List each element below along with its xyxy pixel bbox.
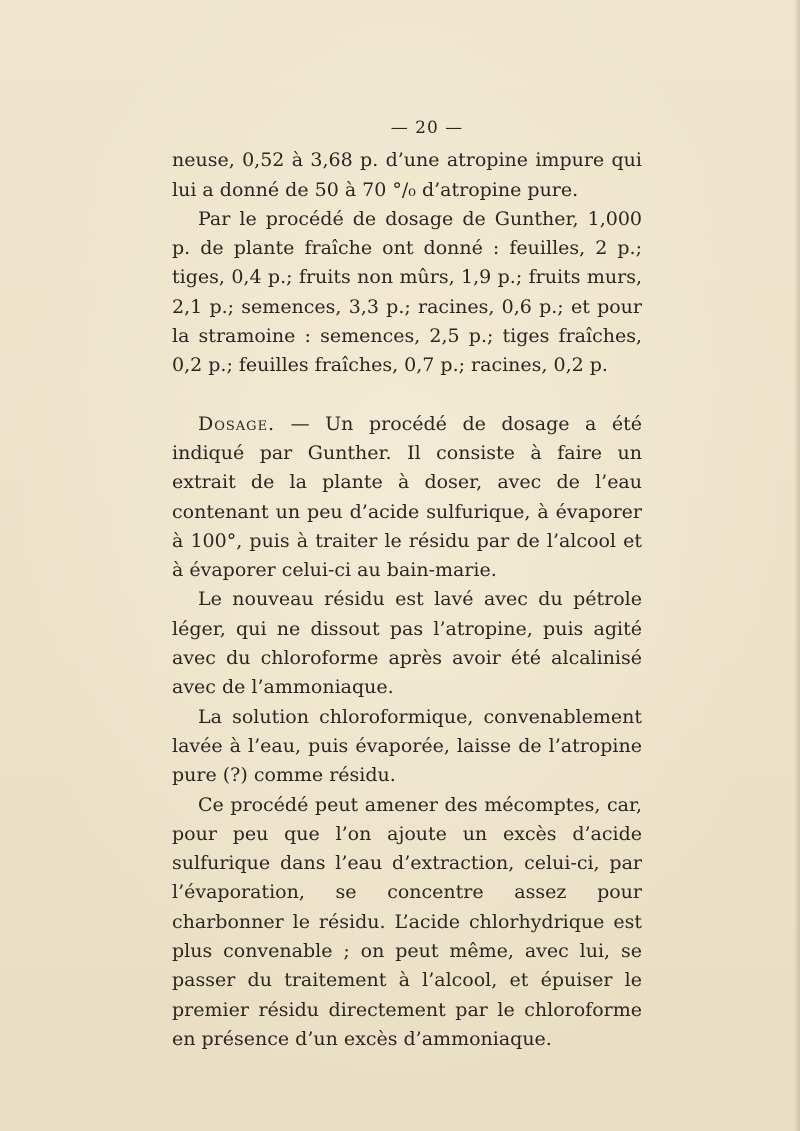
paragraph-dosage-text: — Un procédé de dosage a été indiqué par Gunther. Il consiste à faire un extrait de la plante à doser, avec de l’eau contenant un peu d’acide sulfurique, à évaporer à 100°, puis à traiter le résidu par de l’alcool et à évaporer celui-ci au bain-marie. [172,412,642,582]
section-heading-dosage: Dosage. [198,412,276,435]
page-edge-shadow [794,0,800,1131]
section-gap [172,381,642,410]
paragraph-chloroform-solution: La solution chloroformique, convenablement lavée à l’eau, puis évaporée, laisse de l’atropine pure (?) comme résidu. [172,705,642,787]
page-number: — 20 — [390,118,464,138]
paragraph-gunther-results: Par le procédé de dosage de Gunther, 1,000 p. de plante fraîche ont donné : feuilles, 2 p.; tiges, 0,4 p.; fruits non mûrs, 1,9 p.; fruits murs, 2,1 p.; semences, 3,3 p.; racines, 0,6 p.; et pour la stramoine : semences, 2,5 p.; tiges fraîches, 0,2 p.; feuilles fraîches, 0,7 p.; racines, 0,2 p. [172,207,642,377]
page-text-block [172,114,642,1054]
paragraph-errors: Ce procédé peut amener des mécomptes, car, pour peu que l’on ajoute un excès d’acide sulfurique dans l’eau d’extraction, celui-ci, par l’évaporation, se concentre assez pour charbonner le résidu. L’acide chlorhydrique est plus convenable ; on peut même, avec lui, se passer du traitement à l’alcool, et épuiser le premier résidu directement par le chloroforme en présence d’un excès d’ammoniaque. [172,793,642,1050]
paragraph-continuation: neuse, 0,52 à 3,68 p. d’une atropine impure qui lui a donné de 50 à 70 °/₀ d’atropine pure. [172,149,642,201]
paragraph-residue-wash: Le nouveau résidu est lavé avec du pétrole léger, qui ne dissout pas l’atropine, puis agité avec du chloroforme après avoir été alcalinisé avec de l’ammoniaque. [172,588,642,699]
paragraph-dosage [172,410,642,586]
